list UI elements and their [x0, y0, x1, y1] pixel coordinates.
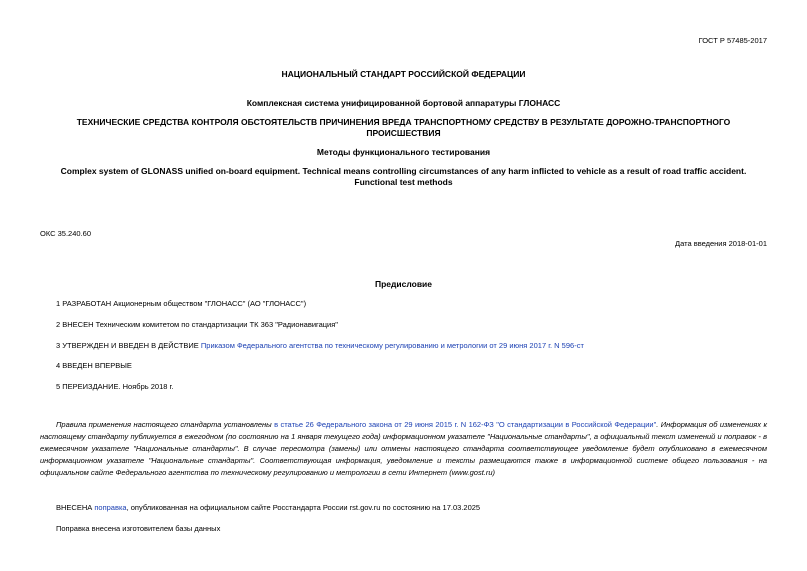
- preface-item-2: 2 ВНЕСЕН Техническим комитетом по стандартизации ТК 363 "Радионавигация": [56, 320, 338, 329]
- preface-item-1: 1 РАЗРАБОТАН Акционерным обществом "ГЛОНАСС" (АО "ГЛОНАСС"): [56, 299, 307, 308]
- document-number: ГОСТ Р 57485-2017: [698, 36, 767, 45]
- preface-item-3: [56, 341, 584, 350]
- amendment-suffix: , опубликованная на официальном сайте Росстандарта России rst.gov.ru по состоянию на 17.03.2025: [126, 503, 481, 512]
- preface-item-5: 5 ПЕРЕИЗДАНИЕ. Ноябрь 2018 г.: [56, 382, 174, 391]
- application-rules-paragraph: [40, 419, 767, 479]
- oks-code: ОКС 35.240.60: [40, 229, 91, 238]
- order-link[interactable]: Приказом Федерального агентства по техническому регулированию и метрологии от 29 июня 2017 г. N 596-ст: [200, 341, 584, 350]
- amendment-link[interactable]: поправка: [94, 503, 127, 512]
- preface-heading: Предисловие: [374, 279, 433, 289]
- system-title: Комплексная система унифицированной бортовой аппаратуры ГЛОНАСС: [246, 98, 561, 108]
- amendment-prefix: ВНЕСЕНА: [56, 503, 95, 512]
- national-standard-heading: НАЦИОНАЛЬНЫЙ СТАНДАРТ РОССИЙСКОЙ ФЕДЕРАЦИИ: [281, 69, 526, 79]
- subtitle: Методы функционального тестирования: [316, 147, 491, 157]
- amendment-notice: [56, 503, 480, 512]
- amendment-note: Поправка внесена изготовителем базы данных: [56, 524, 221, 533]
- intro-date: Дата введения 2018-01-01: [675, 239, 767, 248]
- federal-law-link[interactable]: в статье 26 Федерального закона от 29 июня 2015 г. N 162-ФЗ "О стандартизации в Российской Федерации": [274, 420, 657, 429]
- preface-item-3-text: 3 УТВЕРЖДЕН И ВВЕДЕН В ДЕЙСТВИЕ: [56, 341, 201, 350]
- main-title: ТЕХНИЧЕСКИЕ СРЕДСТВА КОНТРОЛЯ ОБСТОЯТЕЛЬСТВ ПРИЧИНЕНИЯ ВРЕДА ТРАНСПОРТНОМУ СРЕДСТВУ В РЕЗУЛЬТАТЕ ДОРОЖНО-ТРАНСПОРТНОГО ПРОИСШЕСТВИЯ: [76, 117, 731, 138]
- preface-item-4: 4 ВВЕДЕН ВПЕРВЫЕ: [56, 361, 132, 370]
- rules-text-2: . Информация об изменениях к настоящему стандарту публикуется в ежегодном (по состоянию на 1 января текущего года) информационном указателе "Национальные стандарты", а официальный текст изменений и поправок - в ежемесячном указателе "Национальные стандарты". В случае пересмотра (замены) или отмены настоящего стандарта соответствующее уведомление будет опубликовано в ежемесячном информационном указателе "Национальные стандарты". Соответствующая информация, уведомление и тексты размещаются также в информационной системе общего пользования - на официальном сайте Федерального агентства по техническому регулированию и метрологии в сети Интернет (www.gost.ru): [40, 420, 767, 477]
- rules-text-1: Правила применения настоящего стандарта установлены: [56, 420, 275, 429]
- english-title: Complex system of GLONASS unified on-board equipment. Technical means controlling circumstances of any harm inflicted to vehicle as a result of road traffic accident. Functional test methods: [60, 166, 747, 187]
